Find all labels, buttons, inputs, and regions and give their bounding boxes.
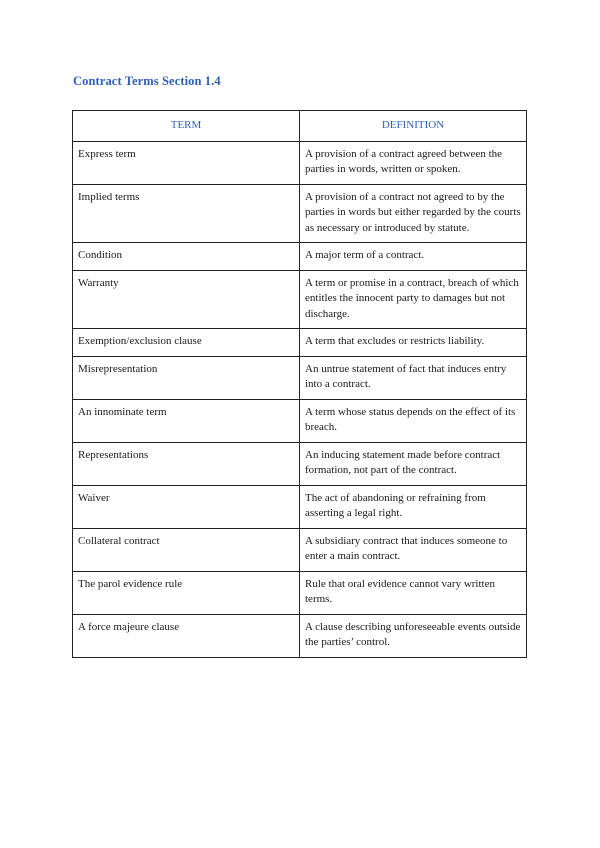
term-column-header: TERM <box>73 111 300 142</box>
table-row <box>73 243 527 271</box>
term-cell: A force majeure clause <box>73 614 300 657</box>
table-row <box>73 141 527 184</box>
page-title: Contract Terms Section 1.4 <box>73 74 221 88</box>
table-row <box>73 528 527 571</box>
term-cell: Implied terms <box>73 184 300 243</box>
table-row <box>73 485 527 528</box>
term-cell: Express term <box>73 141 300 184</box>
term-cell: Exemption/exclusion clause <box>73 329 300 357</box>
definition-cell: A provision of a contract not agreed to by the parties in words but either regarded by the courts as necessary or introduced by statute. <box>300 184 527 243</box>
table-row <box>73 614 527 657</box>
term-cell: Warranty <box>73 270 300 329</box>
definition-cell: An inducing statement made before contract formation, not part of the contract. <box>300 442 527 485</box>
term-cell: Misrepresentation <box>73 356 300 399</box>
definition-cell: A major term of a contract. <box>300 243 527 271</box>
definition-cell: A subsidiary contract that induces someone to enter a main contract. <box>300 528 527 571</box>
table-row <box>73 442 527 485</box>
table-row <box>73 356 527 399</box>
term-cell: An innominate term <box>73 399 300 442</box>
definition-cell: A clause describing unforeseeable events outside the parties’ control. <box>300 614 527 657</box>
table-row <box>73 571 527 614</box>
table-row <box>73 329 527 357</box>
definition-cell: Rule that oral evidence cannot vary written terms. <box>300 571 527 614</box>
term-cell: Condition <box>73 243 300 271</box>
definition-column-header: DEFINITION <box>300 111 527 142</box>
term-cell: Representations <box>73 442 300 485</box>
table-header-row <box>73 111 527 142</box>
table-row <box>73 270 527 329</box>
definition-cell: A term whose status depends on the effect of its breach. <box>300 399 527 442</box>
definition-cell: An untrue statement of fact that induces entry into a contract. <box>300 356 527 399</box>
definition-cell: A provision of a contract agreed between the parties in words, written or spoken. <box>300 141 527 184</box>
definition-cell: The act of abandoning or refraining from asserting a legal right. <box>300 485 527 528</box>
definition-cell: A term that excludes or restricts liability. <box>300 329 527 357</box>
definition-cell: A term or promise in a contract, breach of which entitles the innocent party to damages but not discharge. <box>300 270 527 329</box>
term-cell: Waiver <box>73 485 300 528</box>
table-row <box>73 184 527 243</box>
table-row <box>73 399 527 442</box>
term-cell: The parol evidence rule <box>73 571 300 614</box>
term-cell: Collateral contract <box>73 528 300 571</box>
terms-table <box>72 110 527 658</box>
